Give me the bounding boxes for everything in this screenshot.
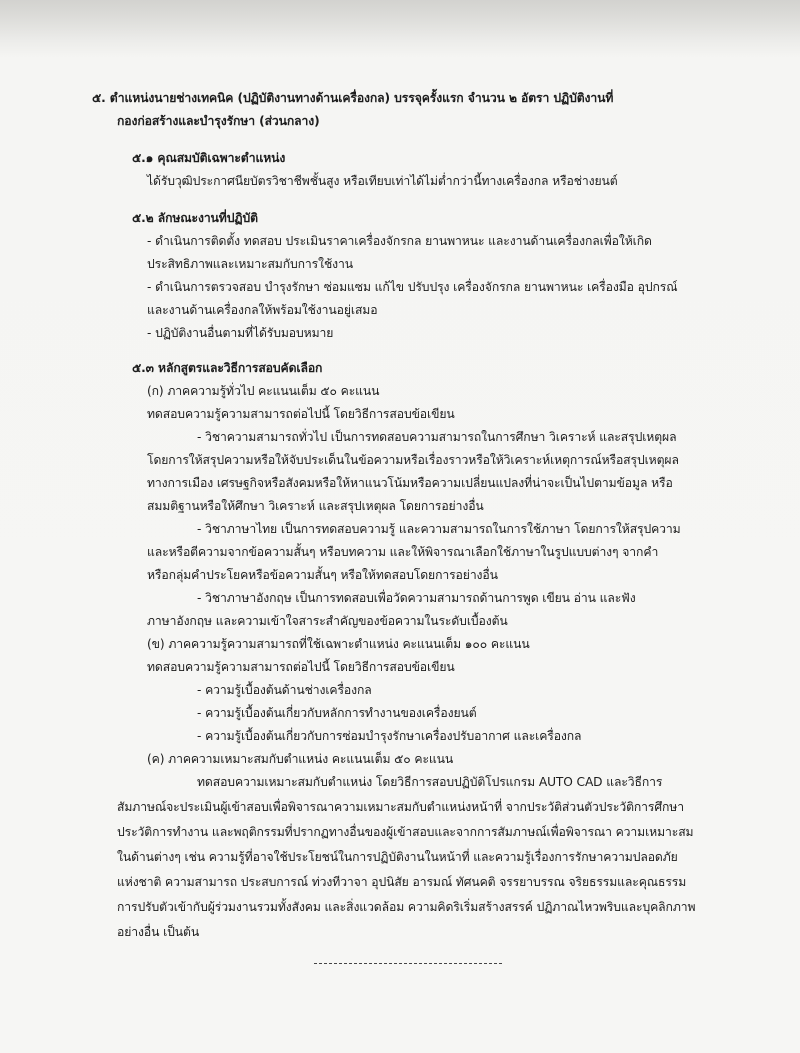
part-c-line: ทดสอบความเหมาะสมกับตำแหน่ง โดยวิธีการสอบปฏิบัติโปรแกรม AUTO CAD และวิธีการ — [197, 775, 663, 789]
part-b-intro: ทดสอบความรู้ความสามารถต่อไปนี้ โดยวิธีการสอบข้อเขียน — [147, 660, 455, 674]
part-a-intro: ทดสอบความรู้ความสามารถต่อไปนี้ โดยวิธีการสอบข้อเขียน — [147, 407, 455, 421]
s52-title: ๕.๒ ลักษณะงานที่ปฏิบัติ — [132, 211, 258, 225]
s51-title: ๕.๑ คุณสมบัติเฉพาะตำแหน่ง — [132, 151, 286, 165]
part-a-line: - วิชาภาษาอังกฤษ เป็นการทดสอบเพื่อวัดความสามารถด้านการพูด เขียน อ่าน และฟัง — [197, 591, 636, 605]
part-b-item: - ความรู้เบื้องต้นด้านช่างเครื่องกล — [197, 683, 372, 697]
s52-line: - ดำเนินการตรวจสอบ บำรุงรักษา ซ่อมแซม แก้ไข ปรับปรุง เครื่องจักรกล ยานพาหนะ เครื่องมือ อุปกรณ์ — [147, 280, 678, 294]
part-a-line: และหรือตีความจากข้อความสั้นๆ หรือบทความ และให้พิจารณาเลือกใช้ภาษาในรูปแบบต่างๆ จากคำ — [147, 545, 659, 559]
part-a-line: - วิชาภาษาไทย เป็นการทดสอบความรู้ และความสามารถในการใช้ภาษา โดยการให้สรุปความ — [197, 522, 681, 536]
section-5-heading: ๕. ตำแหน่งนายช่างเทคนิค (ปฏิบัติงานทางด้านเครื่องกล) บรรจุครั้งแรก จำนวน ๒ อัตรา ปฏิบัติงานที่ — [92, 91, 614, 105]
s52-line: - ดำเนินการติดตั้ง ทดสอบ ประเมินราคาเครื่องจักรกล ยานพาหนะ และงานด้านเครื่องกลเพื่อให้เกิด — [147, 234, 652, 248]
section-5-heading-cont: กองก่อสร้างและบำรุงรักษา (ส่วนกลาง) — [117, 114, 320, 128]
part-b-title: (ข) ภาคความรู้ความสามารถที่ใช้เฉพาะตำแหน่ง คะแนนเต็ม ๑๐๐ คะแนน — [147, 637, 530, 651]
part-a-line: โดยการให้สรุปความหรือให้จับประเด็นในข้อความหรือเรื่องราวหรือให้วิเคราะห์เหตุการณ์หรือสรุปเหตุผล — [147, 453, 679, 467]
part-c-line: แห่งชาติ ความสามารถ ประสบการณ์ ท่วงทีวาจา อุปนิสัย อารมณ์ ทัศนคติ จรรยาบรรณ จริยธรรมและคุณธรรม — [117, 875, 687, 889]
s52-line: - ปฏิบัติงานอื่นตามที่ได้รับมอบหมาย — [147, 326, 334, 340]
s51-body: ได้รับวุฒิประกาศนียบัตรวิชาชีพชั้นสูง หรือเทียบเท่าได้ไม่ต่ำกว่านี้ทางเครื่องกล หรือช่างยนต์ — [147, 174, 618, 188]
part-b-item: - ความรู้เบื้องต้นเกี่ยวกับหลักการทำงานของเครื่องยนต์ — [197, 706, 477, 720]
part-c-line: ประวัติการทำงาน และพฤติกรรมที่ปรากฏทางอื่นของผู้เข้าสอบและจากการสัมภาษณ์เพื่อพิจารณา ความเหมาะสม — [117, 825, 694, 839]
part-c-line: การปรับตัวเข้ากับผู้ร่วมงานรวมทั้งสังคม และสิ่งแวดล้อม ความคิดริเริ่มสร้างสรรค์ ปฏิภาณไหวพริบและบุคลิกภาพ — [117, 900, 696, 914]
part-a-line: ภาษาอังกฤษ และความเข้าใจสาระสำคัญของข้อความในระดับเบื้องต้น — [147, 614, 508, 628]
s53-title: ๕.๓ หลักสูตรและวิธีการสอบคัดเลือก — [132, 361, 323, 375]
part-c-line: สัมภาษณ์จะประเมินผู้เข้าสอบเพื่อพิจารณาความเหมาะสมกับตำแหน่งหน้าที่ จากประวัติส่วนตัวประวัติการศึกษา — [117, 800, 684, 814]
s52-line: ประสิทธิภาพและเหมาะสมกับการใช้งาน — [147, 257, 353, 271]
part-c-title: (ค) ภาคความเหมาะสมกับตำแหน่ง คะแนนเต็ม ๕๐ คะแนน — [147, 752, 454, 766]
part-a-line: หรือกลุ่มคำประโยคหรือข้อความสั้นๆ หรือให้ทดสอบโดยการอย่างอื่น — [147, 568, 498, 582]
part-b-item: - ความรู้เบื้องต้นเกี่ยวกับการซ่อมบำรุงรักษาเครื่องปรับอากาศ และเครื่องกล — [197, 729, 582, 743]
part-a-line: สมมติฐานหรือให้ศึกษา วิเคราะห์ และสรุปเหตุผล โดยการอย่างอื่น — [147, 499, 484, 513]
part-a-line: - วิชาความสามารถทั่วไป เป็นการทดสอบความสามารถในการศึกษา วิเคราะห์ และสรุปเหตุผล — [197, 430, 677, 444]
part-a-line: ทางการเมือง เศรษฐกิจหรือสังคมหรือให้หาแนวโน้มหรือความเปลี่ยนแปลงที่น่าจะเป็นไปตามข้อมูล หรือ — [147, 476, 673, 490]
end-divider — [314, 963, 502, 964]
s52-line: และงานด้านเครื่องกลให้พร้อมใช้งานอยู่เสมอ — [147, 303, 378, 317]
scan-shadow — [0, 0, 800, 58]
part-c-line: ในด้านต่างๆ เช่น ความรู้ที่อาจใช้ประโยชน์ในการปฏิบัติงานในหน้าที่ และความรู้เรื่องการรักษาความปลอดภัย — [117, 850, 678, 864]
part-a-title: (ก) ภาคความรู้ทั่วไป คะแนนเต็ม ๕๐ คะแนน — [147, 384, 380, 398]
part-c-line: อย่างอื่น เป็นต้น — [117, 925, 200, 939]
